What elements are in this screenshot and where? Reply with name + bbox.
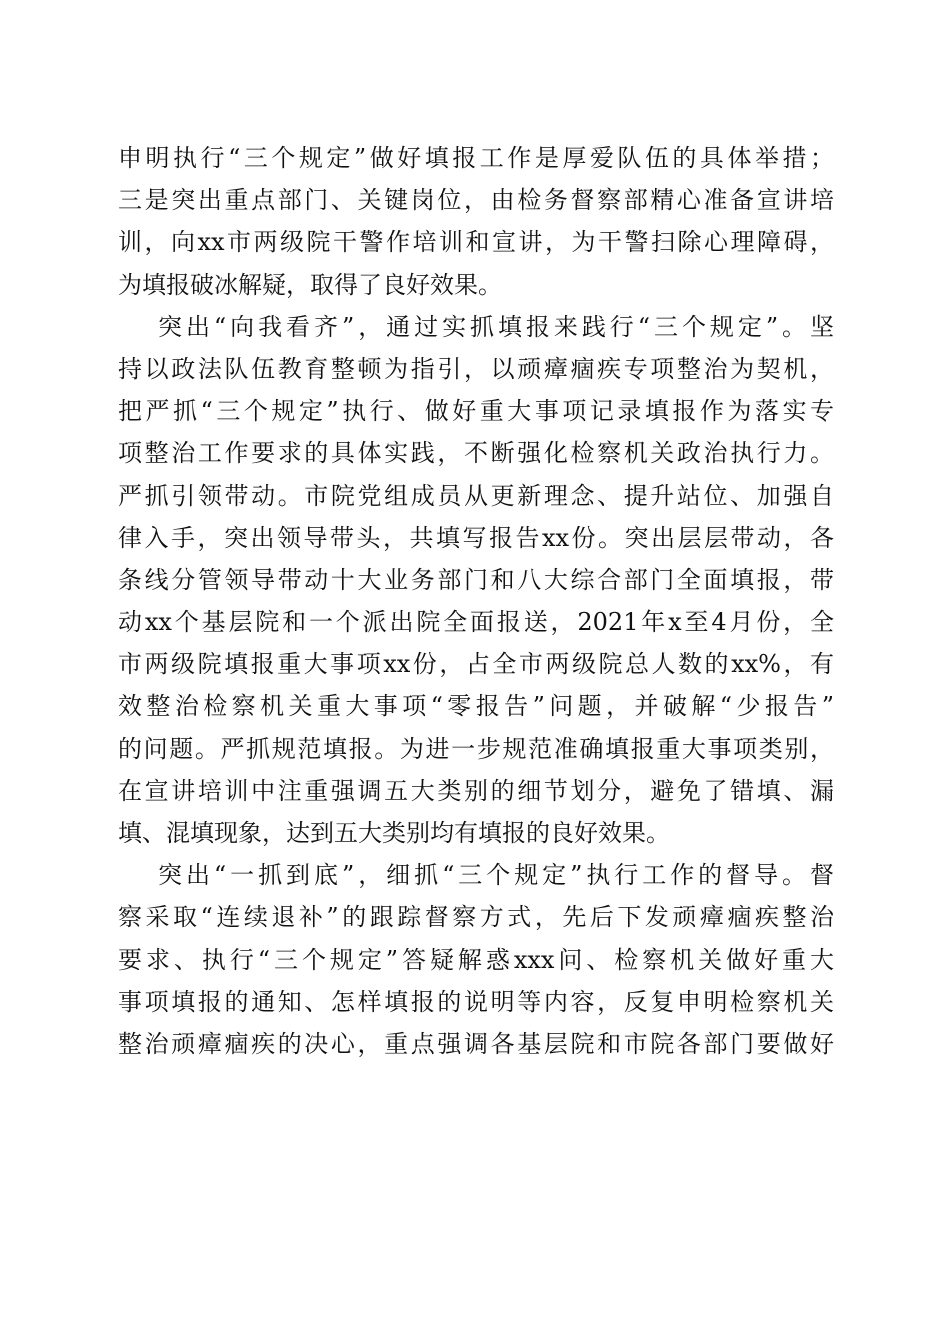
paragraph-first-line: 突出“向我看齐”，通过实抓填报来践行“三个规定”。坚 [158, 312, 834, 341]
paragraph-first-line: 突出“一抓到底”，细抓“三个规定”执行工作的督导。督 [158, 861, 834, 890]
text-line: 在宣讲培训中注重强调五大类别的细节划分，避免了错填、漏 [118, 776, 834, 805]
text-line: 填、混填现象，达到五大类别均有填报的良好效果。 [118, 819, 670, 847]
text-line: 要求、执行“三个规定”答疑解惑xxx问、检察机关做好重大 [118, 945, 834, 974]
text-line: 持以政法队伍教育整顿为指引，以顽瘴痼疾专项整治为契机， [118, 354, 834, 383]
text-line: 整治顽瘴痼疾的决心，重点强调各基层院和市院各部门要做好 [118, 1029, 834, 1058]
text-line: 项整治工作要求的具体实践，不断强化检察机关政治执行力。 [118, 439, 834, 468]
text-line: 律入手，突出领导带头，共填写报告xx份。突出层层带动，各 [118, 523, 834, 552]
text-line: 条线分管领导带动十大业务部门和八大综合部门全面填报，带 [118, 565, 834, 594]
text-line: 三是突出重点部门、关键岗位，由检务督察部精心准备宣讲培 [118, 186, 834, 215]
text-line: 申明执行“三个规定”做好填报工作是厚爱队伍的具体举措； [118, 144, 834, 172]
text-line: 严抓引领带动。市院党组成员从更新理念、提升站位、加强自 [118, 481, 834, 510]
text-line: 训，向xx市两级院干警作培训和宣讲，为干警扫除心理障碍， [118, 228, 834, 257]
text-line: 为填报破冰解疑，取得了良好效果。 [118, 270, 502, 299]
text-line: 市两级院填报重大事项xx份，占全市两级院总人数的xx%，有 [118, 650, 834, 679]
text-line: 动xx个基层院和一个派出院全面报送，2021年x至4月份，全 [118, 608, 834, 637]
text-line: 把严抓“三个规定”执行、做好重大事项记录填报作为落实专 [118, 397, 834, 426]
document-body [118, 137, 834, 1065]
text-line: 的问题。严抓规范填报。为进一步规范准确填报重大事项类别， [118, 734, 834, 763]
text-line: 效整治检察机关重大事项“零报告”问题，并破解“少报告” [118, 692, 834, 721]
text-line: 事项填报的通知、怎样填报的说明等内容，反复申明检察机关 [118, 987, 834, 1016]
text-line: 察采取“连续退补”的跟踪督察方式，先后下发顽瘴痼疾整治 [118, 903, 834, 932]
